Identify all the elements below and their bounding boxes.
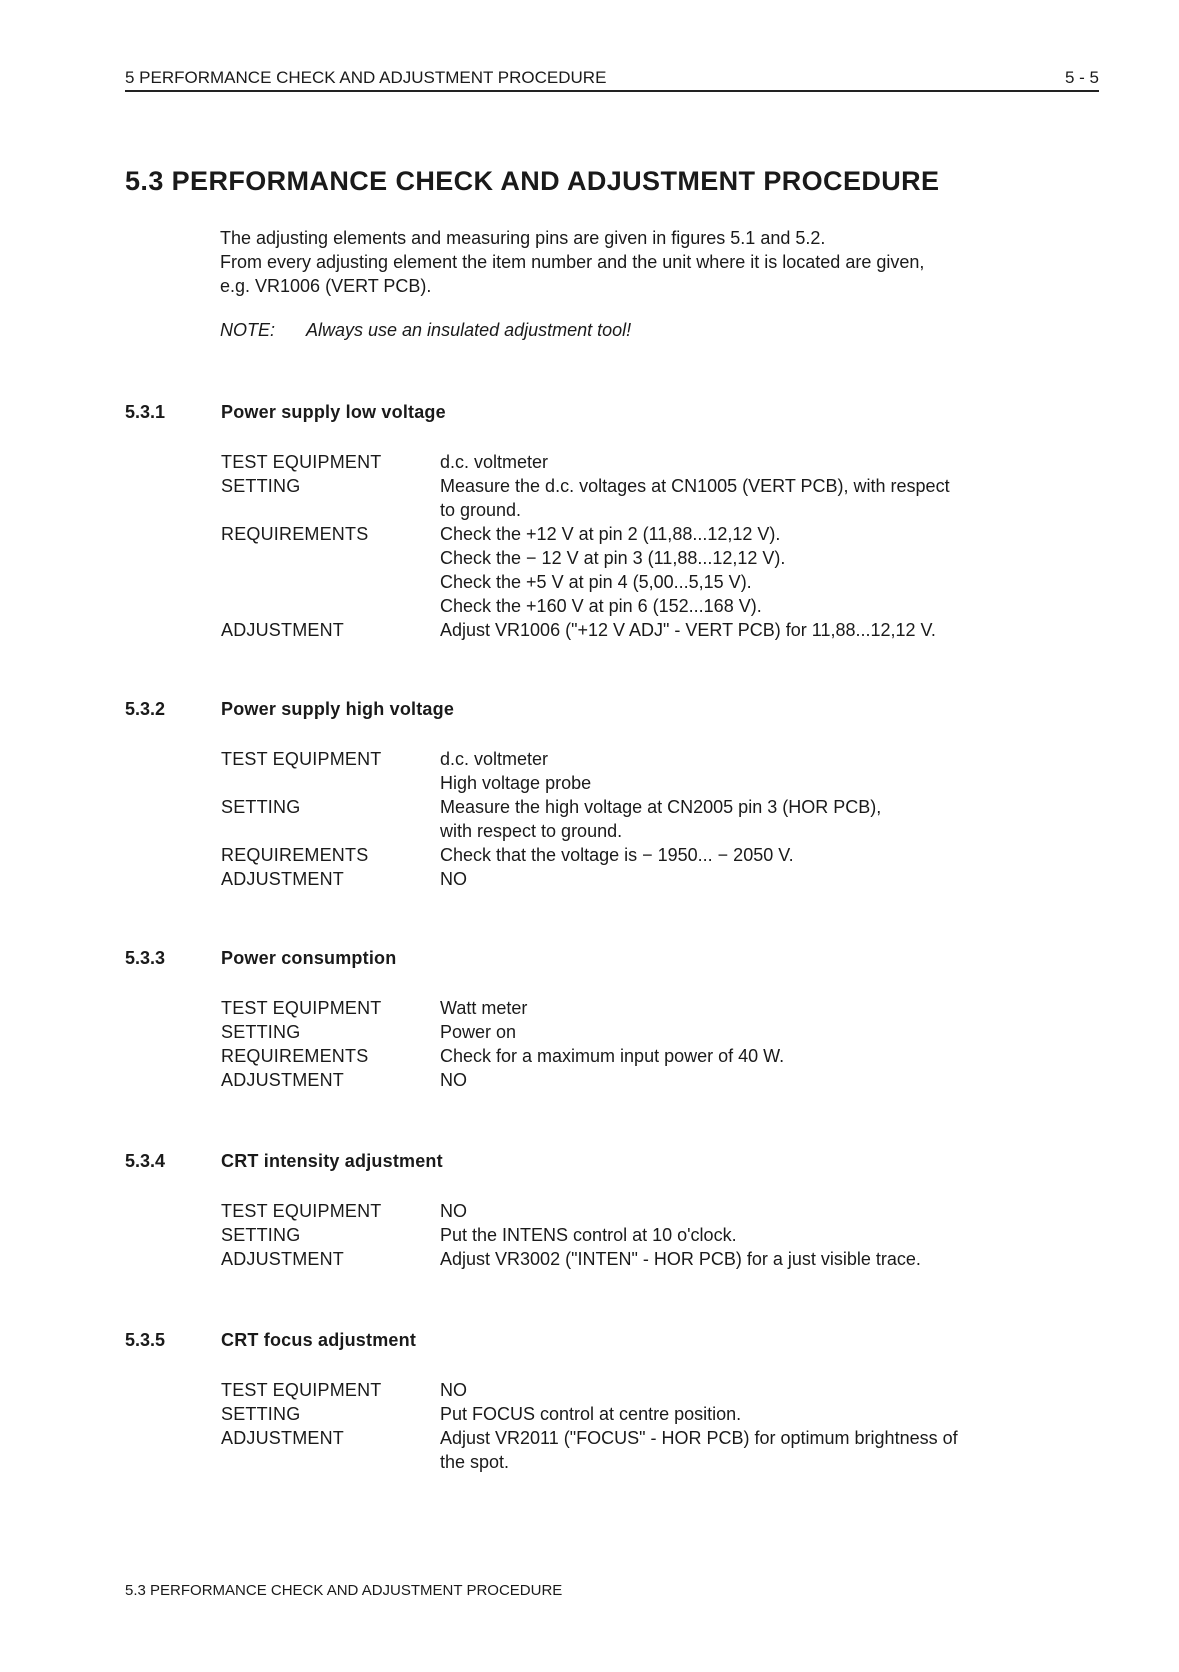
spec-label: REQUIREMENTS (221, 1046, 369, 1066)
spec-value: Put the INTENS control at 10 o'clock. (440, 1225, 737, 1245)
spec-label: TEST EQUIPMENT (221, 1380, 382, 1400)
header-title: 5 PERFORMANCE CHECK AND ADJUSTMENT PROCEDURE (125, 68, 607, 87)
spec-row (221, 1199, 1105, 1223)
spec-value: Check that the voltage is − 1950... − 2050 V. (440, 845, 794, 865)
note-text: Always use an insulated adjustment tool! (306, 320, 632, 340)
spec-table (221, 1378, 1105, 1474)
spec-value: Check the +12 V at pin 2 (11,88...12,12 V). Check the − 12 V at pin 3 (11,88...12,12 V). Check the +5 V at pin 4 (5,00...5,15 V). Check the +160 V at pin 6 (152...168 V). (440, 524, 786, 616)
spec-value: Put FOCUS control at centre position. (440, 1404, 742, 1424)
spec-row (221, 450, 1105, 474)
section-title: CRT intensity adjustment (221, 1151, 443, 1171)
spec-row (221, 1247, 1105, 1271)
section-number: 5.3.5 (125, 1330, 166, 1350)
spec-row (221, 474, 1105, 522)
section-title: Power consumption (221, 948, 397, 968)
spec-label: REQUIREMENTS (221, 845, 369, 865)
running-footer: 5.3 PERFORMANCE CHECK AND ADJUSTMENT PROCEDURE (125, 1582, 563, 1599)
spec-row (221, 1020, 1105, 1044)
page-number: 5 - 5 (1064, 68, 1099, 87)
spec-label: SETTING (221, 1225, 301, 1245)
spec-row (221, 1044, 1105, 1068)
spec-table (221, 747, 1105, 891)
spec-value: Power on (440, 1022, 517, 1042)
spec-table (221, 1199, 1105, 1271)
spec-value: d.c. voltmeter (440, 452, 549, 472)
spec-value: Adjust VR2011 ("FOCUS" - HOR PCB) for optimum brightness of the spot. (440, 1428, 958, 1472)
section-number: 5.3.2 (125, 699, 166, 719)
spec-row (221, 1402, 1105, 1426)
spec-row (221, 1223, 1105, 1247)
spec-table (221, 450, 1105, 642)
spec-row (221, 1068, 1105, 1092)
spec-value: NO (440, 1070, 467, 1090)
spec-row (221, 867, 1105, 891)
spec-row (221, 1426, 1105, 1474)
note-label: NOTE: (220, 320, 276, 340)
section-number: 5.3.3 (125, 948, 166, 968)
spec-label: SETTING (221, 1022, 301, 1042)
spec-label: SETTING (221, 797, 301, 817)
spec-value: NO (440, 1201, 467, 1221)
spec-row (221, 843, 1105, 867)
spec-value: Measure the d.c. voltages at CN1005 (VERT PCB), with respect to ground. (440, 476, 950, 520)
spec-row (221, 747, 1105, 795)
spec-label: TEST EQUIPMENT (221, 452, 382, 472)
spec-value: Measure the high voltage at CN2005 pin 3 (HOR PCB), with respect to ground. (440, 797, 882, 841)
spec-row (221, 1378, 1105, 1402)
spec-label: TEST EQUIPMENT (221, 1201, 382, 1221)
intro-paragraph (220, 226, 1100, 298)
spec-label: TEST EQUIPMENT (221, 749, 382, 769)
spec-value: Adjust VR3002 ("INTEN" - HOR PCB) for a just visible trace. (440, 1249, 921, 1269)
spec-value: Watt meter (440, 998, 528, 1018)
spec-value: NO (440, 869, 467, 889)
intro-line: From every adjusting element the item number and the unit where it is located are given, (220, 252, 925, 272)
section-number: 5.3.4 (125, 1151, 166, 1171)
intro-line: The adjusting elements and measuring pins are given in figures 5.1 and 5.2. (220, 228, 826, 248)
spec-label: SETTING (221, 476, 301, 496)
spec-row (221, 996, 1105, 1020)
spec-value: Check for a maximum input power of 40 W. (440, 1046, 785, 1066)
spec-label: ADJUSTMENT (221, 620, 344, 640)
spec-row (221, 522, 1105, 618)
spec-table (221, 996, 1105, 1092)
safety-note (220, 320, 631, 341)
section-number: 5.3.1 (125, 402, 166, 422)
section-title: Power supply high voltage (221, 699, 455, 719)
spec-label: ADJUSTMENT (221, 869, 344, 889)
spec-label: SETTING (221, 1404, 301, 1424)
spec-value: d.c. voltmeter High voltage probe (440, 749, 592, 793)
spec-label: TEST EQUIPMENT (221, 998, 382, 1018)
spec-label: REQUIREMENTS (221, 524, 369, 544)
spec-label: ADJUSTMENT (221, 1249, 344, 1269)
spec-label: ADJUSTMENT (221, 1428, 344, 1448)
spec-label: ADJUSTMENT (221, 1070, 344, 1090)
running-header (125, 66, 1099, 92)
page-title: 5.3 PERFORMANCE CHECK AND ADJUSTMENT PROCEDURE (125, 166, 940, 196)
section-title: CRT focus adjustment (221, 1330, 417, 1350)
intro-line: e.g. VR1006 (VERT PCB). (220, 276, 432, 296)
spec-row (221, 795, 1105, 843)
spec-value: NO (440, 1380, 467, 1400)
spec-value: Adjust VR1006 ("+12 V ADJ" - VERT PCB) for 11,88...12,12 V. (440, 620, 936, 640)
spec-row (221, 618, 1105, 642)
section-title: Power supply low voltage (221, 402, 446, 422)
